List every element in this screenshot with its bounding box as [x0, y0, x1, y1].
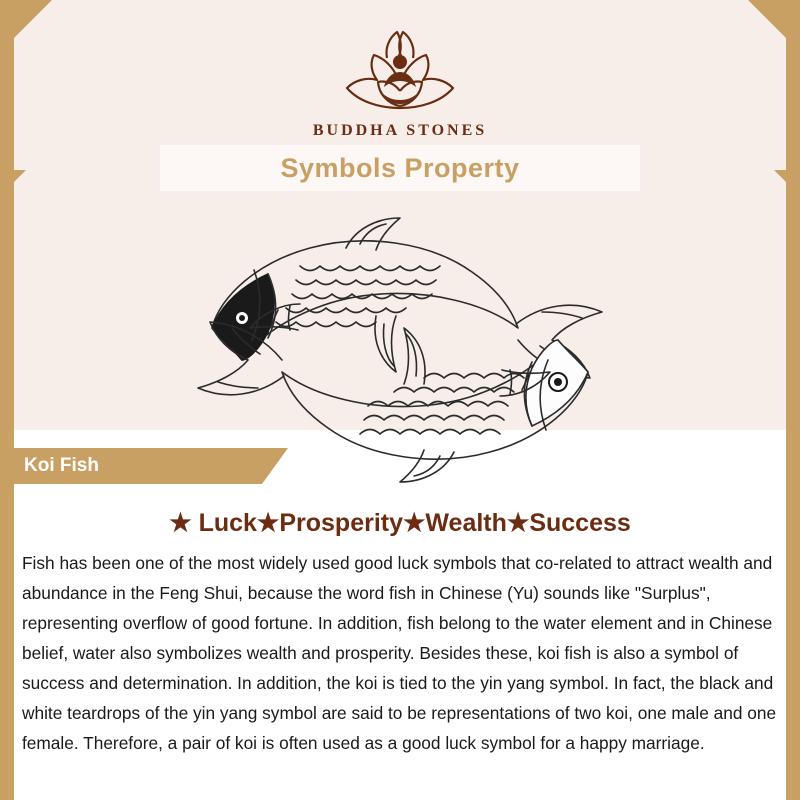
status-badge-label: Koi Fish: [24, 455, 99, 476]
right-notch-decoration: [774, 170, 800, 196]
description-paragraph: Fish has been one of the most widely used good luck symbols that co-related to attract wealth and abundance in the Feng Shui, because the word fish in Chinese (Yu) sounds like "Surplus", representing overflow of good fortune. In addition, fish belong to the water element and in Chinese belief, water also symbolizes wealth and prosperity. Besides these, koi fish is also a symbol of success and determination. In addition, the koi is tied to the yin yang symbol. In fact, the black and white teardrops of the yin yang symbol are said to be representations of two koi, one male and one female. Therefore, a pair of koi is often used as a good luck symbol for a happy marriage.: [22, 553, 777, 753]
status-badge-point: [262, 448, 288, 484]
left-notch-decoration: [0, 170, 26, 196]
brand-name: BUDDHA STONES: [312, 122, 488, 139]
brand-logo: [0, 22, 800, 140]
keywords-line: ★ Luck★Prosperity★Wealth★Success: [169, 509, 631, 537]
page-title: Symbols Property: [280, 152, 520, 183]
status-badge: [0, 448, 262, 484]
title-banner: [160, 145, 640, 191]
lotus-meditation-icon: [325, 22, 475, 118]
